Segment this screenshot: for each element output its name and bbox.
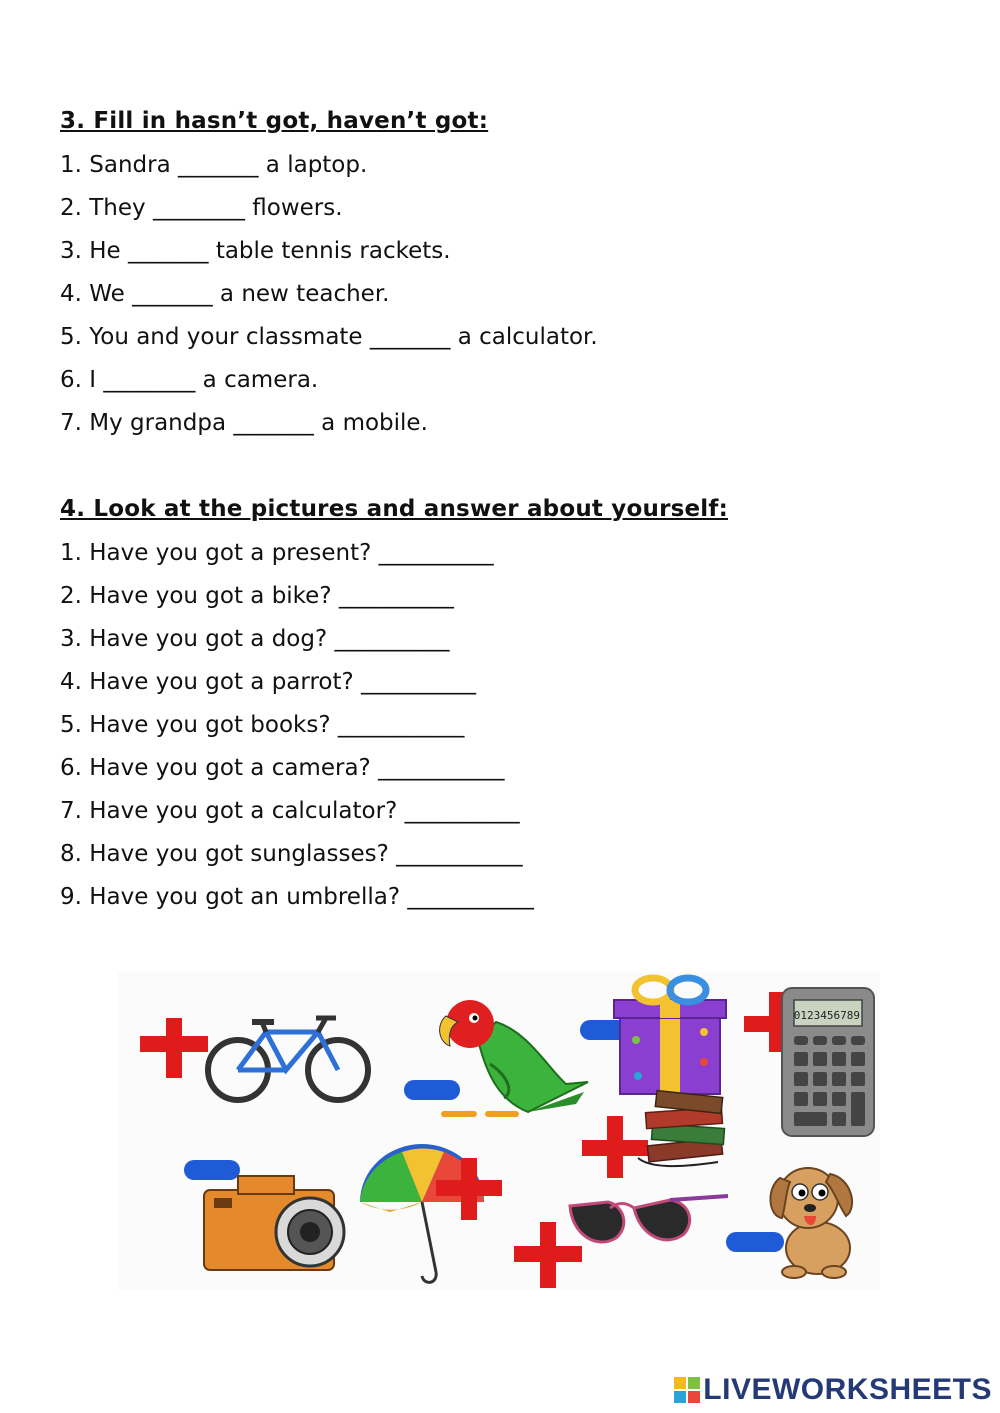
- exercise-4-line-8: 8. Have you got sunglasses? ___________: [60, 841, 523, 867]
- exercise-3-line-6: 6. I ________ a camera.: [60, 367, 319, 393]
- dog-icon: [770, 1168, 852, 1278]
- plus-icon: [582, 1116, 648, 1178]
- logo-mark-icon: [674, 1377, 700, 1403]
- section-4-heading: 4. Look at the pictures and answer about yourself:: [60, 496, 728, 522]
- exercise-3-line-4: 4. We _______ a new teacher.: [60, 281, 390, 307]
- liveworksheets-logo: [674, 1373, 992, 1407]
- exercise-3-line-5: 5. You and your classmate _______ a calculator.: [60, 324, 598, 350]
- exercise-4-line-6: 6. Have you got a camera? ___________: [60, 755, 505, 781]
- exercise-3-line-3: 3. He _______ table tennis rackets.: [60, 238, 451, 264]
- calculator-display: 0123456789: [793, 1009, 860, 1022]
- exercise-4-line-2: 2. Have you got a bike? __________: [60, 583, 454, 609]
- logo-text: LIVEWORKSHEETS: [703, 1373, 992, 1406]
- exercise-4-line-1: 1. Have you got a present? __________: [60, 540, 494, 566]
- calculator-icon: [782, 988, 874, 1136]
- exercise-4-line-9: 9. Have you got an umbrella? ___________: [60, 884, 534, 910]
- minus-icon: [184, 1160, 240, 1180]
- present-icon: [614, 978, 726, 1094]
- books-icon: [638, 1091, 724, 1167]
- exercise-3-line-7: 7. My grandpa _______ a mobile.: [60, 410, 428, 436]
- exercise-4-line-7: 7. Have you got a calculator? __________: [60, 798, 520, 824]
- exercise-4-line-4: 4. Have you got a parrot? __________: [60, 669, 476, 695]
- minus-icon: [404, 1080, 460, 1100]
- exercise-4-line-3: 3. Have you got a dog? __________: [60, 626, 450, 652]
- parrot-icon: [440, 1000, 588, 1114]
- sunglasses-icon: [570, 1196, 728, 1242]
- camera-icon: [204, 1176, 344, 1270]
- exercise-4-line-5: 5. Have you got books? ___________: [60, 712, 465, 738]
- plus-icon: [514, 1222, 582, 1288]
- section-3-heading: 3. Fill in hasn’t got, haven’t got:: [60, 108, 489, 134]
- exercise-3-line-1: 1. Sandra _______ a laptop.: [60, 152, 368, 178]
- plus-icon: [140, 1018, 208, 1078]
- bike-icon: [208, 1018, 368, 1100]
- picture-panel: [118, 972, 880, 1290]
- exercise-3-line-2: 2. They ________ flowers.: [60, 195, 343, 221]
- minus-icon: [726, 1232, 784, 1252]
